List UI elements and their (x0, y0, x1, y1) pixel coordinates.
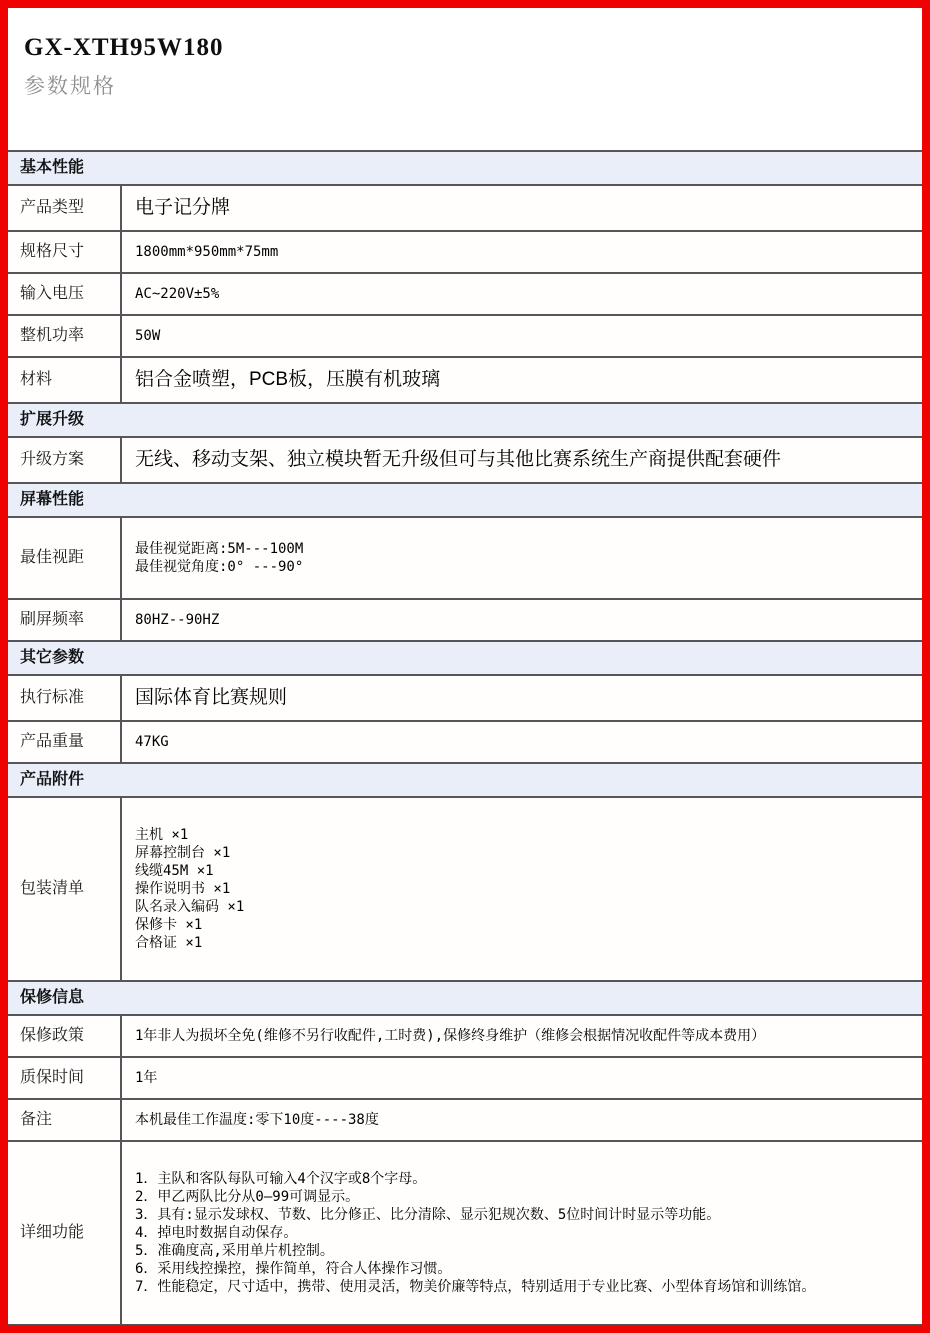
section-header: 屏幕性能 (8, 484, 922, 518)
spec-value-line: 铝合金喷塑，PCB板，压膜有机玻璃 (135, 369, 441, 390)
spec-row-label: 产品重量 (8, 722, 122, 762)
spec-row (8, 600, 922, 642)
spec-row-value (122, 186, 922, 230)
spec-value-line: 无线、移动支架、独立模块暂无升级但可与其他比赛系统生产商提供配套硬件 (135, 449, 782, 470)
spec-row-value (122, 232, 922, 272)
spec-value-line: 最佳视觉距离:5M---100M (135, 541, 304, 557)
section-header: 产品附件 (8, 764, 922, 798)
spec-row-value (122, 722, 922, 762)
spec-row (8, 798, 922, 982)
spec-row-value (122, 1016, 922, 1056)
spec-row-value (122, 600, 922, 640)
spec-row-value (122, 438, 922, 482)
spec-row (8, 1142, 922, 1326)
spec-row-value (122, 358, 922, 402)
spec-row-value (122, 1142, 922, 1324)
spec-value-line: 线缆45M ×1 (135, 863, 214, 879)
page-header (8, 8, 922, 100)
spec-row-value (122, 518, 922, 598)
spec-value-line: 操作说明书 ×1 (135, 881, 231, 897)
spec-value-line: 4．掉电时数据自动保存。 (135, 1225, 298, 1241)
spec-row (8, 1058, 922, 1100)
spec-row-label: 最佳视距 (8, 518, 122, 598)
spec-row-label: 执行标准 (8, 676, 122, 720)
spec-row-label: 整机功率 (8, 316, 122, 356)
spec-row-value (122, 676, 922, 720)
spec-row-label: 包装清单 (8, 798, 122, 980)
spec-row-value (122, 1058, 922, 1098)
spec-row-label: 质保时间 (8, 1058, 122, 1098)
spec-row-value (122, 798, 922, 980)
spec-row-label: 备注 (8, 1100, 122, 1140)
spec-row-value (122, 1100, 922, 1140)
spec-value-line: 1．主队和客队每队可输入4个汉字或8个字母。 (135, 1171, 427, 1187)
spec-row (8, 232, 922, 274)
spec-row-label: 规格尺寸 (8, 232, 122, 272)
spec-subtitle: 参数规格 (24, 75, 116, 98)
spec-value-line: 1年 (135, 1070, 158, 1086)
spec-value-line: 3．具有:显示发球权、节数、比分修正、比分清除、显示犯规次数、5位时间计时显示等功能。 (135, 1207, 721, 1223)
spec-row (8, 676, 922, 722)
section-header: 保修信息 (8, 982, 922, 1016)
spec-value-line: 47KG (135, 734, 169, 750)
spec-row-label: 详细功能 (8, 1142, 122, 1324)
spec-value-line: 保修卡 ×1 (135, 917, 203, 933)
spec-row (8, 1100, 922, 1142)
spec-value-line: 电子记分牌 (135, 197, 231, 218)
section-header: 扩展升级 (8, 404, 922, 438)
section-header: 基本性能 (8, 152, 922, 186)
spec-value-line: 屏幕控制台 ×1 (135, 845, 231, 861)
product-model-title: GX-XTH95W180 (24, 34, 224, 61)
spec-value-line: 国际体育比赛规则 (135, 687, 288, 708)
spec-value-line: 主机 ×1 (135, 827, 189, 843)
spec-row (8, 1016, 922, 1058)
spec-value-line: 7．性能稳定，尺寸适中，携带、使用灵活，物美价廉等特点，特别适用于专业比赛、小型体育场馆和训练馆。 (135, 1279, 816, 1295)
spec-table (8, 150, 922, 1326)
spec-row-value (122, 316, 922, 356)
spec-row-value (122, 274, 922, 314)
spec-value-line: 1800mm*950mm*75mm (135, 244, 279, 260)
spec-value-line: 5．准确度高,采用单片机控制。 (135, 1243, 334, 1259)
spec-value-line: 6．采用线控操控，操作简单，符合人体操作习惯。 (135, 1261, 452, 1277)
spec-row (8, 186, 922, 232)
spec-value-line: AC~220V±5% (135, 286, 220, 302)
spec-value-line: 1年非人为损坏全免(维修不另行收配件,工时费),保修终身维护（维修会根据情况收配件等成本费用） (135, 1028, 766, 1044)
spec-row (8, 274, 922, 316)
spec-row-label: 刷屏频率 (8, 600, 122, 640)
spec-row-label: 材料 (8, 358, 122, 402)
spec-row-label: 产品类型 (8, 186, 122, 230)
spec-row (8, 316, 922, 358)
spec-row-label: 输入电压 (8, 274, 122, 314)
spec-row (8, 518, 922, 600)
section-header: 其它参数 (8, 642, 922, 676)
spec-value-line: 最佳视觉角度:0° ---90° (135, 559, 304, 575)
spec-row (8, 358, 922, 404)
spec-value-line: 队名录入编码 ×1 (135, 899, 245, 915)
spec-row-label: 保修政策 (8, 1016, 122, 1056)
spec-value-line: 本机最佳工作温度:零下10度----38度 (135, 1112, 379, 1128)
spec-value-line: 2．甲乙两队比分从0—99可调显示。 (135, 1189, 360, 1205)
spec-row (8, 438, 922, 484)
spec-value-line: 50W (135, 328, 161, 344)
spec-value-line: 80HZ--90HZ (135, 612, 220, 628)
spec-value-line: 合格证 ×1 (135, 935, 203, 951)
spec-row (8, 722, 922, 764)
spec-row-label: 升级方案 (8, 438, 122, 482)
